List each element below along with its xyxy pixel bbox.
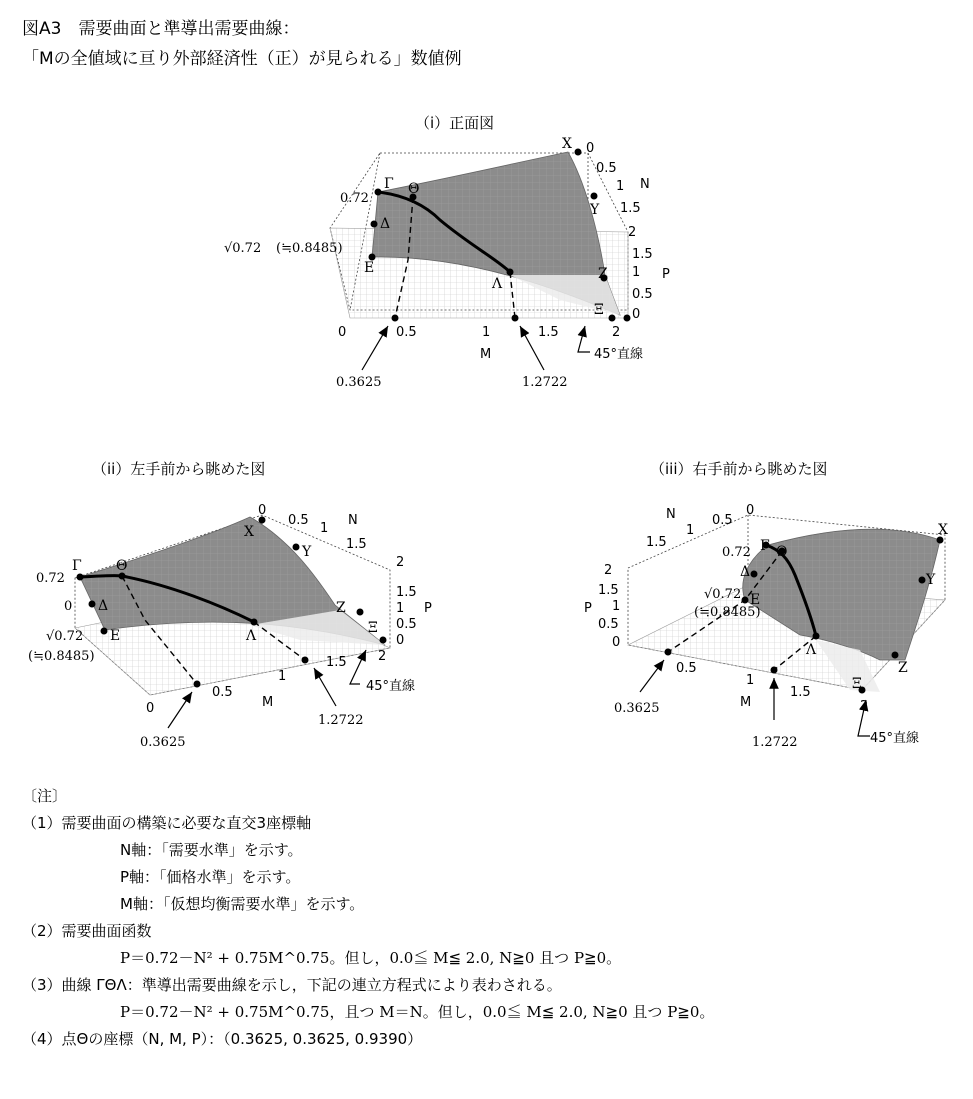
left-label-xi: Ξ — [368, 620, 378, 636]
front-label-theta: Θ — [408, 181, 420, 197]
front-arrow-m2-label: 1.2722 — [522, 375, 568, 390]
left-p-tick-4: 0 — [396, 633, 405, 648]
right-label-xi: Ξ — [852, 676, 862, 692]
right-p-tick-0: 2 — [604, 563, 613, 578]
left-label-x: X — [244, 524, 254, 540]
left-arrow-m1 — [168, 692, 192, 728]
left-p-label: P — [424, 601, 432, 616]
right-m-tick-4: 2 — [860, 699, 869, 714]
right-value-072: 0.72 — [722, 545, 751, 560]
right-p-tick-3: 0.5 — [598, 617, 619, 632]
left-label-e: E — [110, 628, 121, 644]
left-p-tick-3: 0.5 — [396, 617, 417, 632]
left-n-tick-0: 0 — [258, 503, 267, 518]
front-sqrt-label: √0.72 — [224, 241, 262, 256]
right-p-tick-2: 1 — [612, 599, 621, 614]
left-m-tick-3: 1.5 — [326, 655, 347, 670]
front-line45-label: 45°直線 — [594, 347, 644, 362]
note-1: （1）需要曲面の構築に必要な直交3座標軸 — [22, 814, 312, 832]
figure-title-line1: 図A3 需要曲面と準導出需要曲線： — [22, 19, 300, 39]
right-p-label: P — [584, 601, 592, 616]
front-p-tick-4: 0 — [632, 307, 641, 322]
left-arrow-m2 — [314, 668, 336, 706]
right-n-tick-1: 0.5 — [712, 513, 733, 528]
left-m-tick-2: 1 — [278, 669, 287, 684]
left-sqrt-label: √0.72 — [46, 629, 84, 644]
left-m-tick-4: 2 — [378, 649, 387, 664]
note-2a: P＝0.72－N² + 0.75M^0.75。但し，0.0≦ M≦ 2.0, N≧0 且つ P≧0。 — [120, 949, 622, 967]
front-n-tick-1: 0.5 — [596, 161, 617, 176]
front-m-tick-0: 0 — [338, 325, 347, 340]
front-sqrt-approx: (≒0.8485) — [276, 241, 343, 256]
front-m-tick-2: 1 — [482, 325, 491, 340]
right-m-label: M — [740, 695, 752, 710]
left-m-tick-1: 0.5 — [212, 685, 233, 700]
front-label-delta: Δ — [380, 216, 391, 232]
front-n-tick-4: 2 — [628, 225, 637, 240]
note-2: （2）需要曲面函数 — [22, 922, 152, 940]
right-n-tick-0: 0 — [746, 503, 755, 518]
front-label-x: X — [562, 136, 572, 152]
panel-front — [224, 136, 670, 390]
front-p-tick-3: 0.5 — [632, 287, 653, 302]
note-3a: P＝0.72－N² + 0.75M^0.75，且つ M＝N。但し，0.0≦ M≦ 2.0, N≧0 且つ P≧0。 — [120, 1003, 715, 1021]
right-label-y: Y — [926, 572, 936, 588]
front-arrow-m1-label: 0.3625 — [336, 375, 382, 390]
left-label-delta: Δ — [98, 598, 109, 614]
left-label-z: Z — [336, 600, 346, 616]
note-1c: M軸：「仮想均衡需要水準」を示す。 — [120, 895, 365, 913]
right-arrow-m1 — [640, 660, 664, 692]
left-n-tick-4: 2 — [396, 555, 405, 570]
note-3: （3）曲線 ΓΘΛ：準導出需要曲線を示し，下記の連立方程式により表わされる。 — [22, 976, 562, 994]
right-arrow-m1-label: 0.3625 — [614, 701, 660, 716]
notes-head: 〔注〕 — [22, 787, 68, 805]
right-m-tick-1: 0.5 — [676, 661, 697, 676]
front-label-gamma: Γ — [384, 176, 394, 192]
left-arrow-m2-label: 1.2722 — [318, 713, 364, 728]
left-label-lambda: Λ — [246, 628, 257, 644]
right-p-tick-4: 0 — [612, 635, 621, 650]
left-n-tick-2: 1 — [320, 521, 329, 536]
right-m-tick-3: 1.5 — [790, 685, 811, 700]
front-label-xi: Ξ — [594, 302, 604, 318]
front-label-lambda: Λ — [492, 276, 503, 292]
front-p-label: P — [662, 267, 670, 282]
right-label-x: X — [938, 522, 948, 538]
notes-section — [22, 783, 962, 1053]
left-label-gamma: Γ — [72, 558, 82, 574]
right-label-lambda: Λ — [806, 642, 817, 658]
note-4: （4）点Θの座標（N, M, P）：（0.3625, 0.3625, 0.9390） — [22, 1030, 423, 1048]
left-n-label: N — [348, 513, 358, 528]
front-label-y: Y — [590, 202, 600, 218]
right-n-tick-2: 1 — [686, 523, 695, 538]
front-m-tick-1: 0.5 — [396, 325, 417, 340]
panel-left — [28, 503, 432, 750]
front-m-tick-4: 2 — [612, 325, 621, 340]
note-1a: N軸：「需要水準」を示す。 — [120, 841, 303, 859]
panel-right — [584, 503, 948, 750]
left-value-072: 0.72 — [36, 571, 65, 586]
right-p-tick-1: 1.5 — [598, 583, 619, 598]
front-value-072: 0.72 — [340, 191, 369, 206]
right-label-z: Z — [898, 660, 908, 676]
front-p-tick-1: 1.5 — [632, 247, 653, 262]
right-label-gamma: Γ — [760, 538, 770, 554]
left-arrow-m1-label: 0.3625 — [140, 735, 186, 750]
left-label-theta: Θ — [116, 558, 128, 574]
left-sqrt-approx: (≒0.8485) — [28, 649, 95, 664]
front-m-tick-3: 1.5 — [538, 325, 559, 340]
left-p-tick-1: 1.5 — [396, 585, 417, 600]
left-m-label: M — [262, 695, 274, 710]
right-label-theta: Θ — [776, 544, 788, 560]
left-value-zero: 0 — [64, 599, 73, 614]
front-n-tick-2: 1 — [616, 179, 625, 194]
right-label-delta: Δ — [740, 564, 751, 580]
front-m-label: M — [480, 347, 492, 362]
right-sqrt-label: √0.72 — [704, 587, 742, 602]
front-label-e: E — [364, 260, 375, 276]
left-line45-label: 45°直線 — [366, 679, 416, 694]
left-m-tick-0: 0 — [146, 701, 155, 716]
front-label-z: Z — [598, 266, 608, 282]
figure-title-line2: 「Mの全値域に亘り外部経済性（正）が見られる」数値例 — [22, 49, 462, 69]
right-m-tick-2: 1 — [746, 673, 755, 688]
right-label-e: E — [750, 592, 761, 608]
right-arrow-m2-label: 1.2722 — [752, 735, 798, 750]
left-n-tick-1: 0.5 — [288, 513, 309, 528]
right-line45-label: 45°直線 — [870, 731, 920, 746]
right-n-tick-3: 1.5 — [646, 535, 667, 550]
front-n-tick-3: 1.5 — [620, 201, 641, 216]
front-arrow-m1 — [362, 326, 388, 370]
left-n-tick-3: 1.5 — [346, 537, 367, 552]
panel-left-title: （ii）左手前から眺めた図 — [92, 460, 266, 478]
front-arrow-45 — [578, 326, 590, 352]
panel-front-title: （i）正面図 — [415, 114, 495, 132]
front-n-label: N — [640, 177, 650, 192]
right-n-label: N — [666, 507, 676, 522]
front-n-tick-0: 0 — [586, 141, 595, 156]
panel-right-title: （iii）右手前から眺めた図 — [650, 460, 828, 478]
left-p-tick-2: 1 — [396, 601, 405, 616]
front-p-tick-2: 1 — [632, 265, 641, 280]
right-sqrt-approx: (≒0.8485) — [694, 605, 761, 620]
note-1b: P軸：「価格水準」を示す。 — [120, 868, 301, 886]
left-label-y: Y — [302, 544, 312, 560]
